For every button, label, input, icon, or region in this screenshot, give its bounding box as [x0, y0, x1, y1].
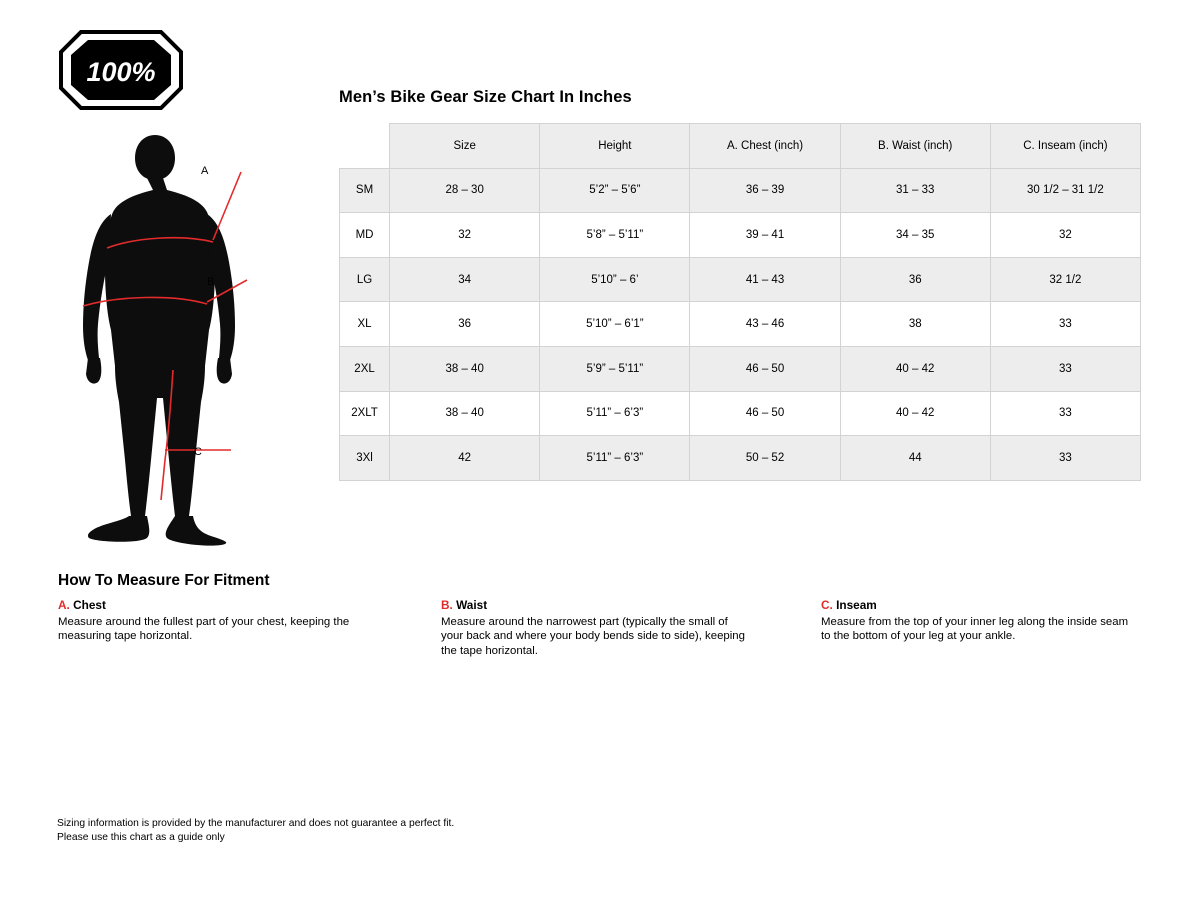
- table-row: [340, 436, 1141, 481]
- measure-letter-c: C.: [821, 598, 833, 612]
- table-header-inseam: C. Inseam (inch): [990, 124, 1140, 169]
- cell-height: 5’8” – 5’11”: [540, 213, 690, 258]
- cell-inseam: 33: [990, 302, 1140, 347]
- cell-size: 38 – 40: [390, 391, 540, 436]
- measure-item-chest: [58, 598, 368, 644]
- table-row: [340, 391, 1141, 436]
- table-header-corner: [340, 124, 390, 169]
- cell-size: 34: [390, 257, 540, 302]
- measure-item-chest-heading: [58, 598, 368, 613]
- cell-chest: 50 – 52: [690, 436, 840, 481]
- male-silhouette: [83, 135, 235, 546]
- cell-waist: 44: [840, 436, 990, 481]
- cell-size: 36: [390, 302, 540, 347]
- table-header-size: Size: [390, 124, 540, 169]
- table-row: [340, 346, 1141, 391]
- table-header-row: [340, 124, 1141, 169]
- disclaimer-line-1: Sizing information is provided by the manufacturer and does not guarantee a perfect fit.: [57, 818, 455, 829]
- cell-size: 38 – 40: [390, 346, 540, 391]
- table-header-height: Height: [540, 124, 690, 169]
- body-measurement-figure: [55, 130, 285, 550]
- cell-inseam: 32: [990, 213, 1140, 258]
- svg-text:100%: 100%: [86, 57, 156, 87]
- measure-letter-a: A.: [58, 598, 70, 612]
- cell-inseam: 33: [990, 391, 1140, 436]
- cell-height: 5’10” – 6’: [540, 257, 690, 302]
- measure-text-inseam: Measure from the top of your inner leg along the inside seam to the bottom of your leg at your ankle.: [821, 615, 1129, 643]
- cell-chest: 46 – 50: [690, 391, 840, 436]
- measure-text-chest: Measure around the fullest part of your chest, keeping the measuring tape horizontal.: [58, 615, 350, 643]
- cell-height: 5’10” – 6’1”: [540, 302, 690, 347]
- table-row: [340, 168, 1141, 213]
- row-size-label: LG: [340, 257, 390, 302]
- measure-name-chest: Chest: [73, 598, 106, 612]
- measure-item-waist: [441, 598, 751, 658]
- table-row: [340, 213, 1141, 258]
- size-chart-table: [339, 123, 1141, 481]
- cell-inseam: 33: [990, 346, 1140, 391]
- measure-name-inseam: Inseam: [836, 598, 877, 612]
- callout-label-c: C: [194, 446, 202, 458]
- disclaimer: [57, 817, 454, 844]
- cell-waist: 34 – 35: [840, 213, 990, 258]
- cell-height: 5’11” – 6’3”: [540, 391, 690, 436]
- row-size-label: MD: [340, 213, 390, 258]
- cell-waist: 36: [840, 257, 990, 302]
- cell-size: 42: [390, 436, 540, 481]
- cell-waist: 31 – 33: [840, 168, 990, 213]
- hundred-percent-logo: [59, 30, 183, 110]
- measure-letter-b: B.: [441, 598, 453, 612]
- measure-item-waist-heading: [441, 598, 751, 613]
- row-size-label: 2XLT: [340, 391, 390, 436]
- table-title: Men’s Bike Gear Size Chart In Inches: [339, 88, 632, 106]
- row-size-label: SM: [340, 168, 390, 213]
- cell-chest: 43 – 46: [690, 302, 840, 347]
- cell-size: 32: [390, 213, 540, 258]
- cell-size: 28 – 30: [390, 168, 540, 213]
- measure-name-waist: Waist: [456, 598, 488, 612]
- cell-height: 5’11” – 6’3”: [540, 436, 690, 481]
- measure-item-inseam-heading: [821, 598, 1131, 613]
- cell-chest: 36 – 39: [690, 168, 840, 213]
- cell-waist: 40 – 42: [840, 346, 990, 391]
- disclaimer-line-2: Please use this chart as a guide only: [57, 831, 225, 843]
- how-to-measure-title: How To Measure For Fitment: [58, 572, 270, 589]
- cell-height: 5’9” – 5’11”: [540, 346, 690, 391]
- cell-chest: 41 – 43: [690, 257, 840, 302]
- row-size-label: 2XL: [340, 346, 390, 391]
- callout-label-b: B: [207, 276, 215, 288]
- table-row: [340, 302, 1141, 347]
- table-header-waist: B. Waist (inch): [840, 124, 990, 169]
- table-header-chest: A. Chest (inch): [690, 124, 840, 169]
- row-size-label: 3Xl: [340, 436, 390, 481]
- cell-inseam: 32 1/2: [990, 257, 1140, 302]
- cell-inseam: 33: [990, 436, 1140, 481]
- cell-waist: 38: [840, 302, 990, 347]
- cell-inseam: 30 1/2 – 31 1/2: [990, 168, 1140, 213]
- measure-item-inseam: [821, 598, 1131, 644]
- cell-waist: 40 – 42: [840, 391, 990, 436]
- callout-label-a: A: [201, 165, 209, 177]
- cell-chest: 46 – 50: [690, 346, 840, 391]
- cell-height: 5’2” – 5’6”: [540, 168, 690, 213]
- table-row: [340, 257, 1141, 302]
- measure-text-waist: Measure around the narrowest part (typically the small of your back and where your body bends side to side), keeping the tape horizontal.: [441, 615, 745, 657]
- row-size-label: XL: [340, 302, 390, 347]
- cell-chest: 39 – 41: [690, 213, 840, 258]
